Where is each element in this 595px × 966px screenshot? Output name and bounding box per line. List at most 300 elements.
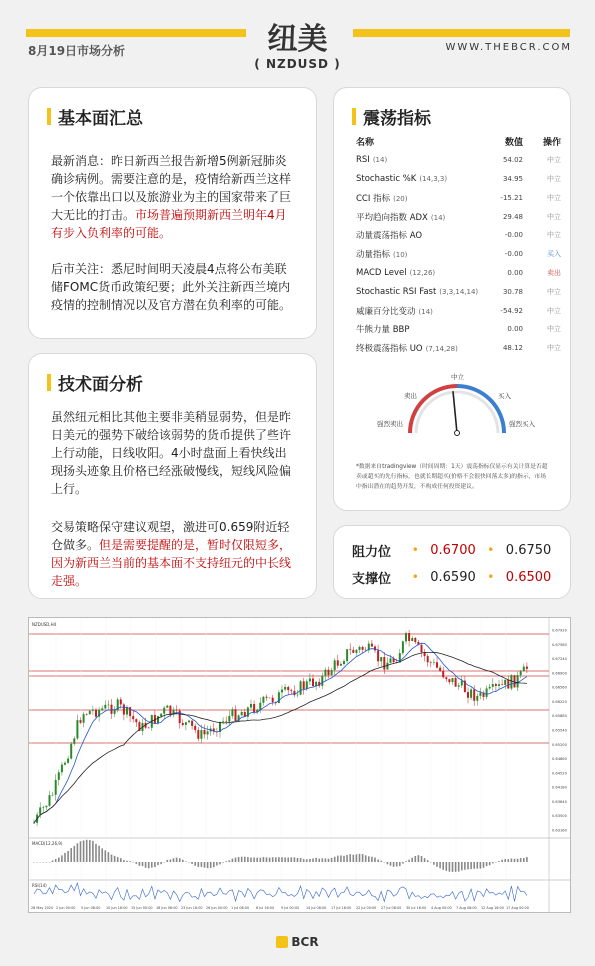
macd-bar <box>408 860 410 862</box>
resistance-label: 阻力位 <box>352 544 392 560</box>
y-axis-tick-label: 0.65880 <box>552 714 567 719</box>
y-axis-tick-label: 0.67920 <box>552 628 567 633</box>
candle-body <box>200 730 202 739</box>
technical-paragraph-2: 交易策略保守建议观望，激进可0.659附近轻仓做多。但是需要提醒的是，暂时仅限短多，因为新西兰当前的基本面不支持纽元的中长线走强。 <box>51 520 292 588</box>
macd-bar <box>232 859 234 862</box>
candle-body <box>346 649 348 661</box>
candle-body <box>272 698 274 702</box>
candle-body <box>169 706 171 715</box>
candle-body <box>204 730 206 734</box>
y-axis-tick-label: 0.64180 <box>552 785 567 790</box>
macd-bar <box>325 858 327 862</box>
bcr-logo-icon <box>276 936 288 948</box>
oscillator-name-cell <box>356 229 485 241</box>
gauge-needle <box>453 391 457 433</box>
bullet-icon: • <box>487 543 495 557</box>
macd-bar <box>303 859 305 862</box>
gauge-label-neutral: 中立 <box>451 373 464 381</box>
macd-bar <box>390 862 392 866</box>
gauge-label-buy: 买入 <box>498 392 511 400</box>
price-chart[interactable] <box>28 617 571 913</box>
oscillator-name-cell <box>356 323 485 335</box>
oscillator-param: (14) <box>418 307 433 316</box>
x-axis-tick-label: 9 Jul 00:00 <box>281 906 300 910</box>
oscillator-action: 中立 <box>547 231 561 240</box>
oscillator-action: 卖出 <box>547 268 561 277</box>
candle-body <box>89 711 91 714</box>
candle-body <box>405 633 407 641</box>
candle-body <box>439 668 441 671</box>
candle-body <box>489 687 491 689</box>
candle-body <box>371 644 373 647</box>
macd-bar <box>486 862 488 866</box>
oscillator-name: 牛熊力量 BBP <box>356 325 410 336</box>
oscillator-value: 34.95 <box>502 174 523 183</box>
oscillator-name-cell <box>356 155 485 165</box>
macd-bar <box>427 860 429 862</box>
oscillator-action: 中立 <box>547 287 561 296</box>
candle-body <box>306 681 308 689</box>
macd-bar <box>353 855 355 862</box>
oscillator-row <box>356 339 561 358</box>
candle-body <box>461 681 463 686</box>
macd-bar <box>98 846 100 862</box>
oscillator-row <box>356 282 561 301</box>
oscillator-name-cell <box>356 268 485 278</box>
candle-body <box>297 695 299 696</box>
x-axis-tick-label: 7 Aug 08:00 <box>456 906 477 910</box>
candle-body <box>517 675 519 687</box>
candle-body <box>278 692 280 703</box>
macd-bar <box>157 862 159 865</box>
chart-pair-label: NZDUSD,H4 <box>32 622 57 627</box>
macd-bar <box>219 862 221 864</box>
candle-body <box>176 710 178 711</box>
macd-bar <box>449 862 451 872</box>
candle-body <box>321 676 323 686</box>
macd-bar <box>198 862 200 867</box>
macd-bar <box>151 862 153 868</box>
macd-bar <box>349 854 351 862</box>
macd-bar <box>300 858 302 862</box>
x-axis-tick-label: 4 Aug 00:00 <box>431 906 452 910</box>
candle-body <box>421 645 423 652</box>
y-axis-tick-label: 0.67580 <box>552 642 567 647</box>
oscillator-name: RSI <box>356 155 370 166</box>
macd-bar <box>263 857 265 862</box>
candle-body <box>383 657 385 669</box>
candle-body <box>337 660 339 665</box>
macd-bar <box>411 858 413 862</box>
oscillator-row <box>356 301 561 320</box>
y-axis-tick-label: 0.67240 <box>552 657 567 662</box>
macd-bar <box>371 857 373 862</box>
candle-body <box>501 684 503 685</box>
candle-body <box>225 721 227 722</box>
candle-body <box>303 681 305 689</box>
candle-body <box>411 638 413 641</box>
candle-body <box>52 795 54 796</box>
oscillator-name-cell <box>356 174 485 184</box>
oscillators-heading: 震荡指标 <box>352 104 431 129</box>
candle-body <box>76 720 78 738</box>
page-subtitle: ( NZDUSD ) <box>254 57 341 71</box>
candle-body <box>495 684 497 686</box>
macd-bar <box>328 859 330 862</box>
macd-bar <box>154 862 156 867</box>
y-axis-tick-label: 0.65540 <box>552 728 567 733</box>
macd-bar <box>473 862 475 869</box>
bullet-icon: • <box>411 543 419 557</box>
macd-bar <box>492 862 494 863</box>
macd-bar <box>216 862 218 865</box>
y-axis-tick-label: 0.64520 <box>552 771 567 776</box>
macd-bar <box>337 856 339 862</box>
candle-body <box>135 719 137 722</box>
candle-body <box>380 657 382 661</box>
candle-body <box>486 688 488 697</box>
candle-body <box>55 780 57 795</box>
macd-bar <box>514 859 516 862</box>
candle-body <box>386 663 388 670</box>
macd-bar <box>269 858 271 862</box>
oscillator-action: 中立 <box>547 306 561 315</box>
candle-body <box>452 678 454 682</box>
oscillator-row <box>356 151 561 170</box>
macd-bar <box>185 861 187 862</box>
x-axis-tick-label: 23 Jun 16:00 <box>181 906 203 910</box>
candle-body <box>67 759 69 763</box>
candle-body <box>510 675 512 688</box>
macd-bar <box>374 858 376 862</box>
oscillator-row <box>356 264 561 283</box>
macd-bar <box>117 857 119 862</box>
y-axis-tick-label: 0.66560 <box>552 685 567 690</box>
heading-accent-bar <box>47 374 51 391</box>
macd-bar <box>346 855 348 862</box>
macd-bar <box>260 858 262 862</box>
candle-body <box>523 667 525 672</box>
macd-bar <box>123 860 125 862</box>
macd-bar <box>452 862 454 872</box>
macd-bar <box>275 857 277 862</box>
macd-bar <box>176 858 178 862</box>
candle-body <box>39 807 41 814</box>
macd-bar <box>86 840 88 862</box>
candle-body <box>160 714 162 716</box>
candle-body <box>287 687 289 690</box>
candle-body <box>467 692 469 698</box>
macd-bar <box>250 858 252 862</box>
candle-body <box>107 705 109 706</box>
macd-bar <box>80 841 82 862</box>
oscillator-note: *数据来自tradingview（时间周期：1天）震荡指标仅显示有关计算是否超卖或超买的先行指标，也就长期超买(价格不会很快回落太多)的指示，市场中指出潜在的趋势开发，不构成任何投资建议。 <box>356 464 548 490</box>
macd-bar <box>520 858 522 862</box>
y-axis-tick-label: 0.64860 <box>552 757 567 762</box>
oscillator-param: (14) <box>372 156 388 165</box>
macd-bar <box>145 862 147 868</box>
heading-accent-bar <box>47 108 51 125</box>
candle-body <box>194 726 196 730</box>
oscillator-row <box>356 170 561 189</box>
x-axis-tick-label: 27 Jul 08:00 <box>381 906 402 910</box>
macd-bar <box>95 844 97 862</box>
candle-body <box>80 720 82 723</box>
macd-bar <box>508 859 510 862</box>
oscillator-action: 中立 <box>547 174 561 183</box>
candle-body <box>331 670 333 675</box>
candle-body <box>514 675 516 687</box>
candle-body <box>492 684 494 687</box>
macd-bar <box>365 855 367 862</box>
macd-bar <box>489 862 491 865</box>
macd-bar <box>387 862 389 864</box>
support-value-2: 0.6500 <box>505 569 552 585</box>
fundamentals-heading: 基本面汇总 <box>47 104 143 129</box>
oscillator-name: Stochastic %K <box>356 173 417 184</box>
oscillator-value: 48.12 <box>502 344 523 353</box>
macd-bar <box>464 862 466 870</box>
y-axis-tick-label: 0.66900 <box>552 671 567 676</box>
macd-bar <box>439 862 441 868</box>
candle-body <box>166 706 168 708</box>
candle-body <box>290 690 292 691</box>
macd-bar <box>173 858 175 862</box>
macd-bar <box>446 862 448 871</box>
candle-body <box>73 738 75 743</box>
macd-bar <box>148 862 150 868</box>
website-link[interactable]: WWW.THEBCR.COM <box>445 42 572 53</box>
oscillator-param: (14,3,3) <box>419 174 448 183</box>
y-axis-tick-label: 0.63160 <box>552 828 567 833</box>
macd-bar <box>442 862 444 870</box>
candle-body <box>445 677 447 679</box>
candle-body <box>293 691 295 695</box>
oscillator-action: 中立 <box>547 193 561 202</box>
candle-body <box>86 714 88 715</box>
macd-bar <box>55 859 57 862</box>
technical-card <box>28 353 317 599</box>
candle-body <box>58 772 60 780</box>
oscillator-action: 中立 <box>547 344 561 353</box>
macd-bar <box>207 862 209 868</box>
candle-body <box>191 721 193 726</box>
candle-body <box>520 671 522 675</box>
macd-bar <box>241 857 243 862</box>
oscillator-name-cell <box>356 248 485 260</box>
oscillator-name: 平均趋向指数 ADX <box>356 212 428 223</box>
candle-body <box>228 716 230 722</box>
x-axis-tick-label: 14 Jul 08:00 <box>306 906 327 910</box>
candle-body <box>362 647 364 650</box>
macd-bar <box>194 862 196 866</box>
candle-body <box>33 823 35 824</box>
candle-body <box>45 806 47 807</box>
candle-body <box>269 698 271 699</box>
macd-bar <box>61 855 63 862</box>
macd-bar <box>67 851 69 862</box>
candle-body <box>104 705 106 709</box>
macd-bar <box>77 843 79 862</box>
x-axis-tick-label: 26 Jun 00:00 <box>206 906 228 910</box>
candle-body <box>241 712 243 715</box>
oscillator-name: MACD Level <box>356 267 407 278</box>
macd-bar <box>167 860 169 862</box>
x-axis-tick-label: 2 Jun 00:00 <box>56 906 76 910</box>
candle-body <box>436 662 438 667</box>
macd-bar <box>501 860 503 862</box>
macd-bar <box>64 853 66 862</box>
candle-body <box>507 680 509 689</box>
candle-body <box>442 671 444 678</box>
candle-body <box>231 709 233 716</box>
candle-body <box>197 730 199 739</box>
macd-bar <box>278 857 280 862</box>
macd-bar <box>247 857 249 862</box>
oscillator-row <box>356 207 561 226</box>
x-axis-tick-label: 15 Jun 00:00 <box>131 906 153 910</box>
technical-paragraph-1: 虽然纽元相比其他主要非美稍显弱势，但是昨日美元的强势下破给该弱势的货币提供了些许上行动能，日线收阳。4小时盘面上看快线出现扬头迹象且价格已经涨破慢线，短线风险偏上行。 <box>51 410 292 496</box>
oscillator-value: 0.00 <box>507 268 523 277</box>
candle-body <box>64 763 66 765</box>
macd-bar <box>467 862 469 869</box>
macd-bar <box>105 850 107 862</box>
macd-bar <box>92 841 94 862</box>
macd-bar <box>433 862 435 865</box>
candle-body <box>470 689 472 697</box>
candle-body <box>343 661 345 664</box>
macd-bar <box>182 860 184 862</box>
macd-bar <box>210 862 212 868</box>
candle-body <box>498 684 500 686</box>
macd-bar <box>402 862 404 864</box>
macd-bar <box>89 840 91 862</box>
candle-body <box>309 678 311 681</box>
oscillator-value: -0.00 <box>504 250 523 259</box>
resistance-value-1: 0.6700 <box>430 542 476 558</box>
candle-body <box>352 650 354 653</box>
oscillator-name-cell <box>356 305 485 317</box>
rsi-label: RSI(14) <box>32 883 47 888</box>
candle-body <box>70 744 72 759</box>
candle-body <box>207 731 209 734</box>
candle-body <box>262 697 264 703</box>
macd-bar <box>120 858 122 862</box>
macd-label: MACD(12,26,9) <box>32 841 63 846</box>
macd-bar <box>318 859 320 862</box>
macd-bar <box>179 858 181 862</box>
resistance-row <box>352 539 554 561</box>
macd-bar <box>126 861 128 862</box>
candle-body <box>281 690 283 693</box>
fundamentals-paragraph-1: 最新消息：昨日新西兰报告新增5例新冠肺炎确诊病例。需要注意的是，疫情给新西兰这样一个依靠出口以及旅游业为主的国家带来了巨大无比的打击。市场普遍预期新西兰明年4月有步入负利率的可能。 <box>51 154 292 240</box>
macd-bar <box>136 862 138 864</box>
candle-body <box>120 699 122 704</box>
fundamentals-card <box>28 87 317 339</box>
oscillator-row <box>356 320 561 339</box>
macd-bar <box>213 862 215 867</box>
gauge-label-strong-buy: 强烈买入 <box>509 420 535 428</box>
oscillator-row <box>356 226 561 245</box>
oscillator-name-cell <box>356 192 485 204</box>
macd-bar <box>421 856 423 862</box>
oscillator-value: -15.21 <box>500 193 523 202</box>
macd-bar <box>139 862 141 866</box>
macd-bar <box>108 852 110 862</box>
macd-bar <box>235 858 237 862</box>
oscillator-param: (7,14,28) <box>425 345 458 354</box>
macd-bar <box>83 840 85 862</box>
oscillator-name-cell <box>356 287 485 297</box>
candle-body <box>83 714 85 723</box>
candle-body <box>95 710 97 717</box>
candle-body <box>324 670 326 676</box>
x-axis-tick-label: 12 Aug 16:00 <box>481 906 504 910</box>
candle-body <box>114 710 116 714</box>
oscillator-name: 终极震荡指标 UO <box>356 344 423 355</box>
macd-bar <box>52 860 54 862</box>
macd-bar <box>399 862 401 866</box>
x-axis-tick-label: 6 Jul 16:00 <box>256 906 275 910</box>
macd-bar <box>306 859 308 862</box>
x-axis-tick-label: 30 Jul 16:00 <box>406 906 427 910</box>
candle-body <box>312 678 314 686</box>
x-axis-tick-label: 1 Jul 08:00 <box>231 906 250 910</box>
levels-card <box>333 525 571 599</box>
candle-body <box>49 795 51 806</box>
candle-body <box>126 707 128 714</box>
candle-body <box>61 765 63 773</box>
candle-body <box>390 658 392 662</box>
oscillator-name: 动量指标 <box>356 250 391 261</box>
macd-bar <box>498 861 500 862</box>
candle-body <box>458 685 460 686</box>
oscillator-value: 29.48 <box>502 212 523 221</box>
candle-body <box>414 638 416 642</box>
macd-bar <box>114 856 116 862</box>
candle-body <box>284 687 286 690</box>
candle-body <box>235 709 237 721</box>
x-axis-tick-label: 22 Jul 00:00 <box>356 906 377 910</box>
oscillator-name-cell <box>356 342 485 354</box>
candle-body <box>476 696 478 701</box>
oscillator-name: CCI 指标 <box>356 193 391 204</box>
oscillator-param: (12,26) <box>409 268 436 277</box>
macd-bar <box>418 855 420 862</box>
macd-bar <box>191 862 193 864</box>
oscillator-table-header: 名称 数值 操作 <box>356 137 561 148</box>
sentiment-gauge <box>402 377 512 439</box>
macd-bar <box>526 857 528 862</box>
macd-bar <box>287 858 289 862</box>
oscillator-name: 威廉百分比变动 <box>356 306 416 317</box>
macd-bar <box>455 862 457 872</box>
macd-bar <box>297 858 299 862</box>
macd-bar <box>74 846 76 862</box>
oscillator-row <box>356 188 561 207</box>
x-axis-tick-label: 5 Jun 08:00 <box>81 906 101 910</box>
oscillator-param: (10) <box>393 251 408 260</box>
oscillators-card <box>333 87 571 511</box>
macd-bar <box>253 857 255 862</box>
gauge-label-sell: 卖出 <box>404 392 417 400</box>
candle-body <box>92 710 94 711</box>
macd-bar <box>266 857 268 862</box>
macd-bar <box>291 857 293 862</box>
oscillator-value: 54.02 <box>502 156 523 165</box>
price-chart-canvas <box>29 618 570 912</box>
macd-bar <box>222 862 224 863</box>
